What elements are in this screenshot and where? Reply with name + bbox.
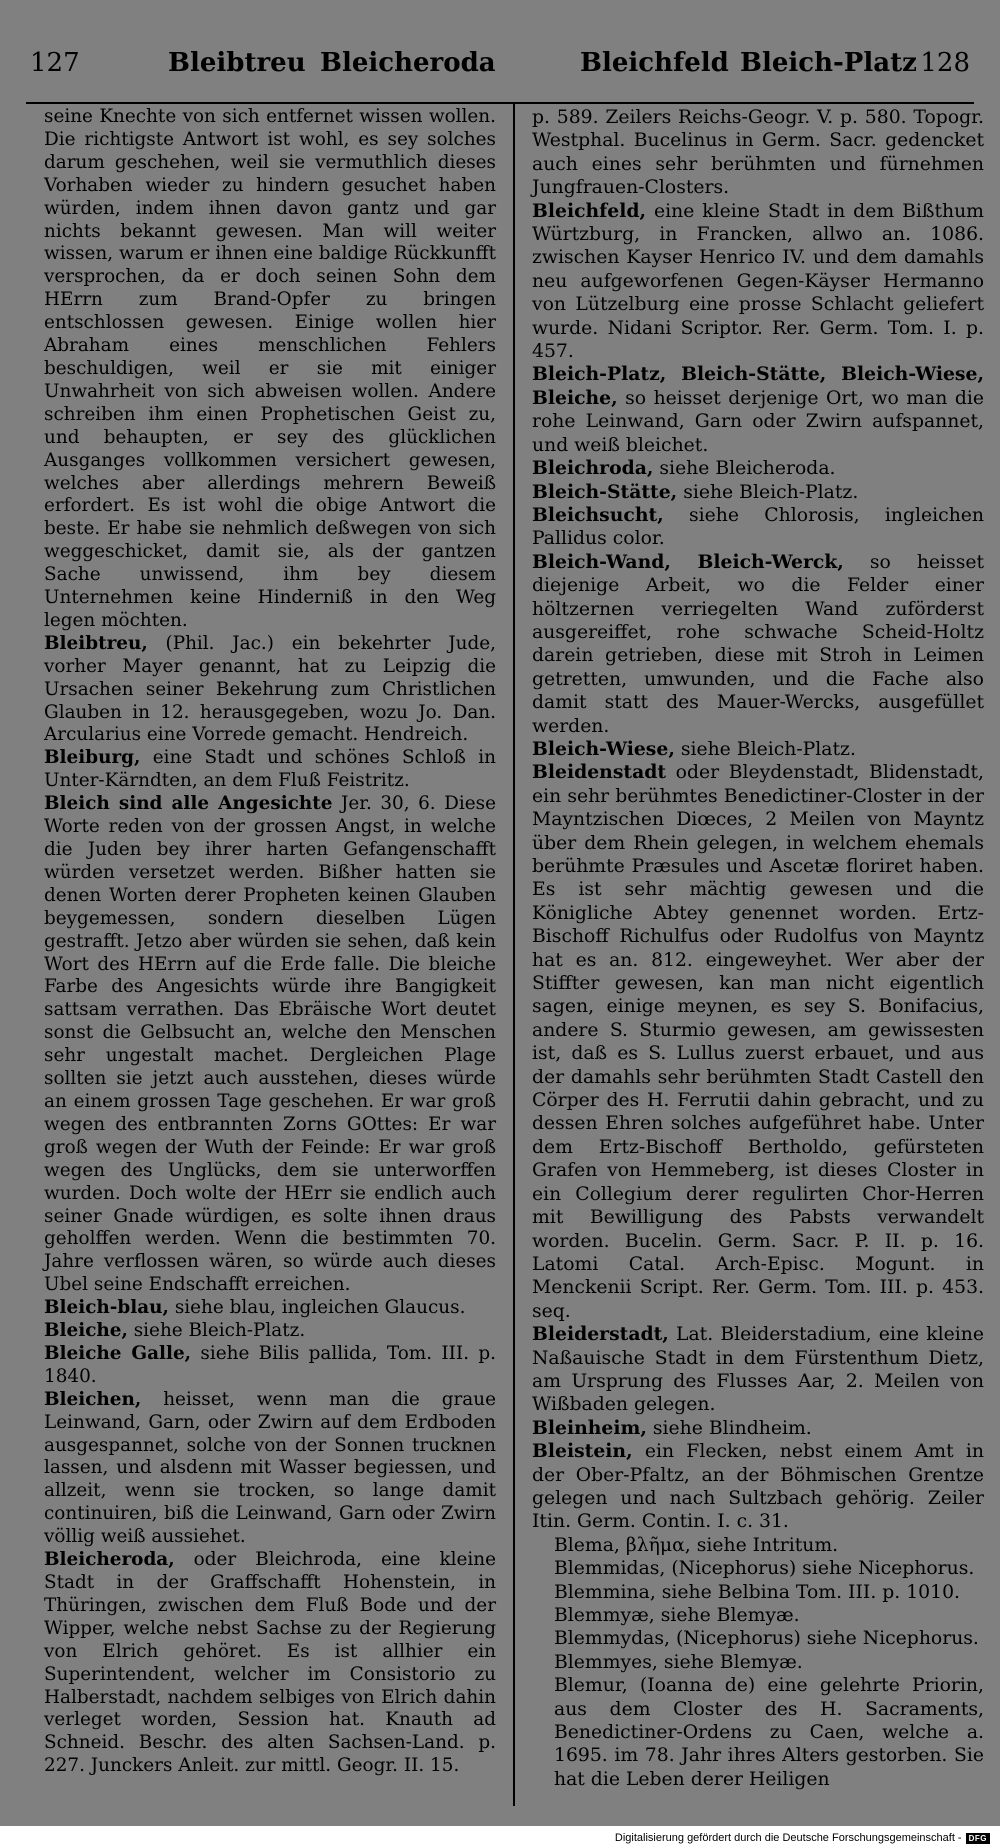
dictionary-entry	[44, 633, 496, 748]
entry-text: ein Flecken, nebst einem Amt in der Ober-Pfaltz, an der Böhmischen Grentze gelegen und nach Sultzbach gehörig. Zeiler Itin. Germ. Contin. I. c. 31.	[532, 1441, 984, 1533]
entry-headword: Bleibtreu,	[44, 632, 148, 654]
dictionary-entry	[532, 1651, 984, 1674]
dictionary-entry	[44, 1320, 496, 1343]
entry-headword: Bleich-Platz, Bleich-Stätte, Bleich-Wiese, Bleiche,	[532, 363, 984, 409]
dictionary-entry	[532, 1604, 984, 1627]
right-catchword-last: Bleich-Platz	[740, 48, 917, 78]
right-column	[532, 106, 984, 1791]
entry-text: heisset, wenn man die graue Leinwand, Garn, oder Zwirn auf dem Erdboden ausgespannet, solche von der Sonnen trucknen lassen, und alsdenn mit Wasser begiessen, und allzeit, wenn sie trocken, so lange damit continuiren, biß die Leinwand, Garn oder Zwirn völlig weiß aussiehet.	[44, 1388, 496, 1548]
entry-headword: Bleich sind alle Angesichte	[44, 793, 333, 815]
entry-headword: Bleich-Stätte,	[532, 480, 678, 503]
dictionary-entry	[44, 1343, 496, 1389]
entry-text: Lat. Bleiderstadium, eine kleine Naßauische Stadt in dem Fürstenthum Dietz, am Ursprung des Flusses Aar, 2. Meilen von Wißbaden gelegen.	[532, 1324, 984, 1416]
dictionary-entry	[532, 1557, 984, 1580]
entry-text: oder Bleydenstadt, Blidenstadt, ein sehr berühmtes Benedictiner-Closter in der Mayntzischen Diœces, 2 Meilen von Mayntz über dem Rhein gelegen, in welchem ehemals berühmte Præsules und Ascetæ floriret haben. Es ist sehr mächtig gewesen und die Königliche Abtey genennet worden. Ertz-Bischoff Richulfus oder Rudolfus von Mayntz hat es an. 812. eingeweyhet. Wer aber der Stiffter gewesen, kan man nicht eigentlich sagen, einige meynen, es sey S. Bonifacius, andere S. Sturmio gewesen, am gewissesten ist, daß es S. Lullus zuerst erbauet, und aus der damahls sehr berühmten Stadt Castell den Cörper des H. Ferrutii dahin gebracht, und zu dessen Ehren solches aufgeführet habe. Unter dem Ertz-Bischoff Bertholdo, gefürsteten Grafen von Hemmeberg, ist dieses Closter in ein Collegium derer regulirten Chor-Herren mit Bewilligung des Pabsts verwandelt worden. Bucelin. Germ. Sacr. P. II. p. 16. Latomi Catal. Arch-Episc. Mogunt. in Menckenii Script. Rer. Germ. Tom. III. p. 453. seq.	[532, 762, 984, 1322]
entry-headword: Bleiche,	[44, 1320, 128, 1342]
dictionary-entry	[44, 747, 496, 793]
entry-headword: Bleich-Wiese,	[532, 737, 675, 760]
header-rule	[26, 102, 974, 104]
entry-headword: Bleicheroda,	[44, 1549, 175, 1571]
dictionary-entry	[44, 1297, 496, 1320]
dictionary-entry	[532, 1417, 984, 1440]
entry-headword: Bleidenstadt	[532, 761, 667, 784]
entry-headword: Bleiderstadt,	[532, 1323, 669, 1346]
entry-headword: Bleistein,	[532, 1440, 633, 1463]
entry-text: so heisset derjenige Ort, wo man die rohe Leinwand, Garn oder Zwirn aufspannet, und weiß bleichet.	[532, 387, 984, 456]
entry-text: so heisset diejenige Arbeit, wo die Felder einer höltzernen verriegelten Wand zuförderst ausgereiffet, rohe schwache Scheid-Holtz darein getrieben, diese mit Stroh in Leimen getretten, umwunden, und die Fache also damit statt des Mauer-Wercks, ausgefüllet werden.	[532, 551, 984, 737]
digitization-footer	[615, 1830, 990, 1846]
dictionary-entry	[532, 761, 984, 1323]
dictionary-entry	[532, 457, 984, 480]
entry-headword: Bleich-Wand, Bleich-Werck,	[532, 550, 844, 573]
entry-headword: Bleiche Galle,	[44, 1342, 192, 1364]
entry-text: siehe blau, ingleichen Glaucus.	[168, 1297, 466, 1319]
dictionary-entry	[532, 738, 984, 761]
entry-text: eine kleine Stadt in dem Bißthum Würtzburg, in Francken, allwo an. 1086. zwischen Kayser Henrico IV. und dem damahls neu aufgeworfenen Gegen-Käyser Hermanno von Lützelburg eine prosse Schlacht geliefert wurde. Nidani Scriptor. Rer. Germ. Tom. I. p. 457.	[532, 200, 984, 363]
entry-text: siehe Chlorosis, ingleichen Pallidus color.	[532, 504, 984, 550]
dictionary-entry	[532, 363, 984, 457]
entry-text: p. 589. Zeilers Reichs-Geogr. V. p. 580. Topogr. Westphal. Bucelinus in Germ. Sacr. gedencket auch eines sehr berühmten und fürnehmen Jungfrauen-Closters.	[532, 107, 984, 199]
entry-text: siehe Blindheim.	[646, 1417, 812, 1439]
entry-text: Blemmidas, (Nicephorus) siehe Nicephorus.	[554, 1558, 975, 1580]
dictionary-entry	[532, 1323, 984, 1417]
dictionary-entry	[44, 1389, 496, 1549]
dictionary-entry	[44, 106, 496, 633]
entry-headword: Bleichroda,	[532, 457, 654, 480]
entry-headword: Bleichsucht,	[532, 503, 664, 526]
entry-headword: Bleiburg,	[44, 747, 141, 769]
right-catchword-first: Bleichfeld	[580, 48, 729, 78]
dictionary-entry	[532, 1534, 984, 1557]
entry-text: seine Knechte von sich entfernet wissen wollen. Die richtigste Antwort ist wohl, es sey solches darum geschehen, weil sie vermuthlich dieses Vorhaben wieder zu hindern gesuchet haben würden, indem ihnen davon gantz und gar nichts bekannt gewesen. Man will weiter wissen, warum er ihnen eine baldige Rückkunfft versprochen, da er doch seinen Sohn dem HErrn zum Brand-Opfer zu bringen entschlossen gewesen. Einige wollen hier Abraham eines menschlichen Fehlers beschuldigen, weil er sie mit einiger Unwahrheit von sich abweisen wollen. Andere schreiben ihm einen Prophetischen Geist zu, und behaupten, er sey des glücklichen Ausganges vollkommen versichert gewesen, welches aber allerdings mehrern Beweiß erfordert. Es ist wohl die obige Antwort die beste. Er habe sie nehmlich deßwegen von sich weggeschicket, damit sie, als der gantzen Sache unwissend, ihm bey diesem Unternehmen keine Hinderniß in den Weg legen möchten.	[44, 106, 496, 631]
entry-text: siehe Bilis pallida, Tom. III. p. 1840.	[44, 1342, 496, 1387]
entry-text: eine Stadt und schönes Schloß in Unter-Kärndten, an dem Fluß Feistritz.	[44, 747, 496, 792]
dictionary-entry	[532, 551, 984, 738]
dictionary-entry	[532, 1627, 984, 1650]
dictionary-entry	[532, 481, 984, 504]
entry-text: Blemmydas, (Nicephorus) siehe Nicephorus.	[554, 1628, 979, 1650]
running-header	[20, 48, 980, 88]
entry-text: siehe Bleich-Platz.	[674, 738, 856, 760]
entry-text: siehe Bleicheroda.	[653, 458, 836, 480]
entry-headword: Bleichen,	[44, 1388, 142, 1410]
entry-text: Blema, βλῆμα, siehe Intritum.	[554, 1534, 839, 1556]
entry-text: Jer. 30, 6. Diese Worte reden von der grossen Angst, in welche die Juden bey ihrer harten Gefangenschafft würden versetzet werden. Bißher hatten sie denen Worten derer Propheten keinen Glauben beygemessen, sondern dieselben Lügen gestrafft. Jetzo aber würden sie sehen, daß kein Wort des HErrn auf die Erde falle. Die bleiche Farbe des Angesichts würde ihre Bangigkeit sattsam verrathen. Das Ebräische Wort deutet sonst die Gelbsucht an, welche den Menschen sehr ungestalt machet. Dergleichen Plage sollten sie jetzt auch ausstehen, dieses würde an einem grossen Tage geschehen. Er war groß wegen des entbrannten Zorns GOttes: Er war groß wegen der Wuth der Feinde: Er war groß wegen des Unglücks, dem sie unterworffen wurden. Doch wolte der HErr sie endlich auch seiner Gnade würdigen, es solte ihnen draus geholffen werden. Wenn die bestimmten 70. Jahre verflossen wären, so würde auch dieses Ubel seine Endschafft erreichen.	[44, 793, 496, 1296]
dictionary-entry	[532, 1581, 984, 1604]
dictionary-entry	[44, 1549, 496, 1778]
dictionary-entry	[532, 106, 984, 200]
left-page-number: 127	[30, 48, 80, 78]
entry-text: Blemmyæ, siehe Blemyæ.	[554, 1605, 800, 1626]
entry-headword: Bleichfeld,	[532, 199, 647, 222]
footer-text: Digitalisierung gefördert durch die Deutsche Forschungsgemeinschaft -	[614, 1832, 962, 1844]
entry-headword: Bleich-blau,	[44, 1297, 169, 1319]
right-page-number: 128	[920, 48, 970, 78]
entry-text: Blemmina, siehe Belbina Tom. III. p. 1010.	[554, 1581, 960, 1603]
entry-text: (Phil. Jac.) ein bekehrter Jude, vorher Mayer genannt, hat zu Leipzig die Ursachen seiner Bekehrung zum Christlichen Glauben in 12. herausgegeben, wozu Jo. Dan. Arcularius eine Vorrede gemacht. Hendreich.	[44, 632, 496, 746]
entry-headword: Bleinheim,	[532, 1416, 647, 1439]
dfg-logo: DFG	[966, 1833, 990, 1844]
left-catchword-first: Bleibtreu	[168, 48, 306, 78]
left-catchword-last: Bleicheroda	[320, 48, 496, 78]
dictionary-entry	[44, 793, 496, 1297]
entry-text: siehe Bleich-Platz.	[677, 481, 859, 503]
entry-text: Blemmyes, siehe Blemyæ.	[554, 1651, 803, 1673]
dictionary-entry	[532, 504, 984, 551]
dictionary-entry	[532, 1674, 984, 1791]
dictionary-entry	[532, 200, 984, 364]
entry-text: siehe Bleich-Platz.	[127, 1320, 306, 1342]
left-column	[44, 106, 496, 1778]
column-divider	[513, 104, 515, 1806]
entry-text: oder Bleichroda, eine kleine Stadt in der Graffschafft Hohenstein, in Thüringen, zwischen dem Fluß Bode und der Wipper, welche nebst Sachse zu der Regierung von Elrich gehöret. Es ist allhier ein Superintendent, welcher im Consistorio zu Halberstadt, nachdem selbiges von Elrich dahin verleget worden, Session hat. Knauth ad Schneid. Beschr. des alten Sachsen-Land. p. 227. Junckers Anleit. zur mittl. Geogr. II. 15.	[44, 1549, 496, 1777]
entry-text: Blemur, (Ioanna de) eine gelehrte Priorin, aus dem Closter des H. Sacraments, Benedictiner-Ordens zu Caen, welche a. 1695. im 78. Jahr ihres Alters gestorben. Sie hat die Leben derer Heiligen	[554, 1675, 984, 1790]
dictionary-entry	[532, 1440, 984, 1534]
